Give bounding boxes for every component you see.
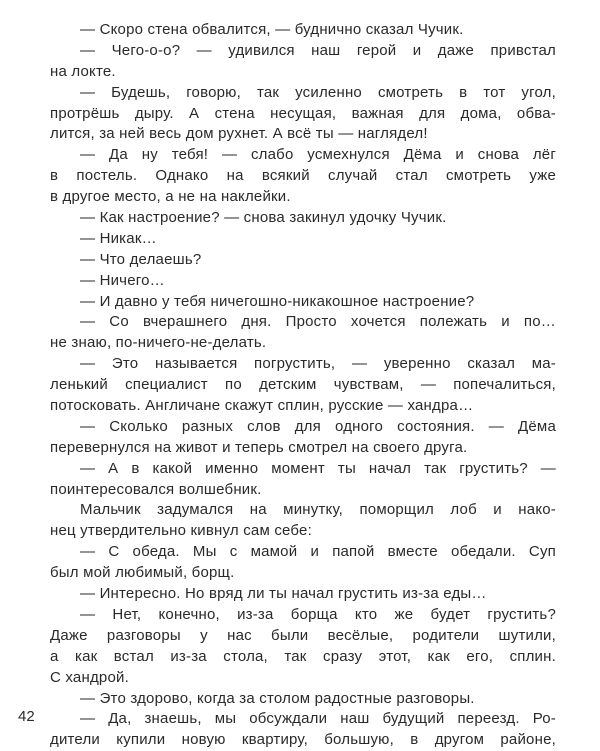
text-line: в постель. Однако на всякий случай стал смотреть уже [50,167,556,185]
text-line: — Со вчерашнего дня. Просто хочется полежать и по… [80,313,556,331]
text-line: а как встал из-за стола, так сразу этот, как его, сплин. [50,647,556,665]
text-line: был мой любимый, борщ. [50,564,235,582]
text-line: Мальчик задумался на минутку, поморщил лоб и нако- [80,501,556,519]
text-line: Даже разговоры у нас были весёлые, родители шутили, [50,626,556,644]
text-line: — Чего-о-о? — удивился наш герой и даже привстал [80,41,556,59]
text-line: — Это называется погрустить, — уверенно сказал ма- [80,355,556,373]
text-line: — Да ну тебя! — слабо усмехнулся Дёма и снова лёг [80,146,556,164]
text-line: поинтересовался волшебник. [50,480,262,498]
text-line: перевернулся на живот и теперь смотрел на своего друга. [50,438,468,456]
text-line: С хандрой. [50,668,129,686]
text-line: ленький специалист по детским чувствам, — попечалиться, [50,376,556,394]
text-line: — С обеда. Мы с мамой и папой вместе обедали. Суп [80,543,556,561]
text-line: — Интересно. Но вряд ли ты начал грустить из-за еды… [80,585,487,603]
text-line: в другое место, а не на наклейки. [50,188,291,206]
text-line: — Скоро стена обвалится, — буднично сказал Чучик. [80,21,464,38]
text-line: — Да, знаешь, мы обсуждали наш будущий переезд. Ро- [80,710,556,728]
text-line: — Будешь, говорю, так усиленно смотреть в тот угол, [80,83,556,101]
text-line: — И давно у тебя ничегошно-никакошное настроение? [80,292,475,310]
text-line: — Что делаешь? [80,250,202,268]
text-line: лится, за ней весь дом рухнет. А всё ты — наглядел! [50,125,428,143]
page-number: 42 [18,708,35,725]
text-line: — А в какой именно момент ты начал так грустить? — [80,459,556,477]
text-line: — Ничего… [80,271,165,289]
text-line: дители купили новую квартиру, большую, в другом районе, [50,731,556,749]
text-line: не знаю, по-ничего-не-делать. [50,334,267,352]
text-line: — Сколько разных слов для одного состояния. — Дёма [80,417,556,435]
text-line: — Нет, конечно, из-за борща кто же будет грустить? [80,605,556,623]
text-line: — Как настроение? — снова закинул удочку Чучик. [80,209,447,227]
text-line: — Это здорово, когда за столом радостные разговоры. [80,689,475,707]
text-line: потосковать. Англичане скажут сплин, русские — хандра… [50,397,474,415]
text-line: протрёшь дыру. А стена несущая, важная для дома, обва- [50,104,556,122]
text-line: на локте. [50,62,116,80]
text-line: нец утвердительно кивнул сам себе: [50,522,312,540]
text-line: — Никак… [80,229,157,247]
page-text [50,20,556,751]
